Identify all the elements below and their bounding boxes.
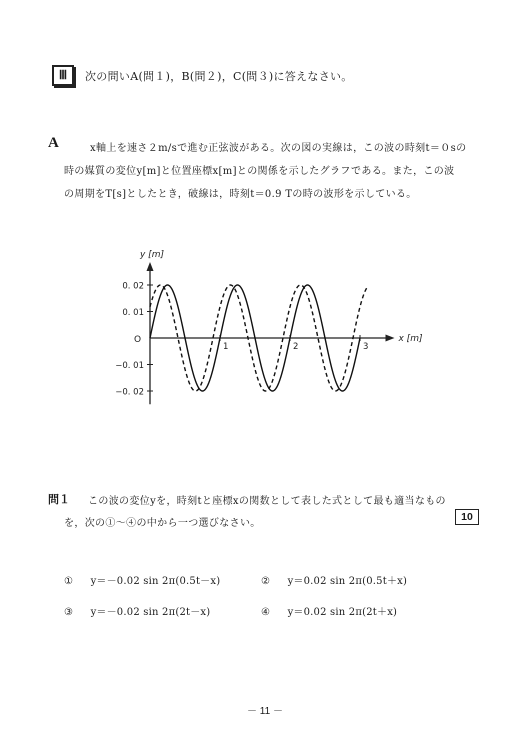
part-a-line-3: の周期をT[s]としたとき，破線は，時刻t＝0.9 Tの時の波形を示している。 <box>64 189 417 200</box>
choice-1-mark: ① <box>64 576 74 587</box>
y-tick-label: −0. 02 <box>115 387 144 398</box>
choice-3[interactable] <box>64 603 210 618</box>
choice-4[interactable] <box>261 603 397 618</box>
origin-label: O <box>134 335 142 345</box>
choice-4-text: y＝0.02 sin 2π(2t＋x) <box>287 607 398 618</box>
choice-2-mark: ② <box>261 576 271 587</box>
x-axis-label: x [m] <box>398 334 423 344</box>
part-a-line-1: x軸上を速さ２m/sで進む正弦波がある。次の図の実線は，この波の時刻t＝０sの <box>90 143 467 154</box>
y-tick-label: 0. 01 <box>122 308 144 318</box>
answer-number-box: 10 <box>455 509 479 525</box>
question-1-line-2: を，次の①〜④の中から一つ選びなさい。 <box>64 518 261 529</box>
choice-1-text: y＝－0.02 sin 2π(0.5t－x) <box>90 576 221 587</box>
part-a-line-2: 時の媒質の変位y[m]と位置座標x[m]との関係を示したグラフである。また，この波 <box>64 166 455 177</box>
y-tick-label: −0. 01 <box>115 361 144 371</box>
page-number: － 11 － <box>247 706 283 717</box>
part-a-label: A <box>48 135 59 151</box>
x-tick-label: 2 <box>293 342 299 352</box>
x-axis-arrow <box>386 335 395 342</box>
x-tick-label: 1 <box>223 342 229 352</box>
section-mark: Ⅲ <box>52 65 74 86</box>
y-tick-label: 0. 02 <box>122 281 144 292</box>
question-1-line-1: この波の変位yを，時刻tと座標xの関数として表した式として最も適当なもの <box>88 496 446 507</box>
y-axis-label: y [m] <box>140 250 164 260</box>
choice-3-text: y＝－0.02 sin 2π(2t－x) <box>90 607 211 618</box>
choice-2[interactable] <box>261 572 407 587</box>
y-axis-arrow <box>147 262 154 271</box>
graph-labels <box>115 250 423 398</box>
question-1-label: 問１ <box>48 494 70 506</box>
section-intro: 次の問いA(問１)，B(問２)，C(問３)に答えなさい。 <box>85 70 353 83</box>
x-tick-label: 3 <box>363 342 369 352</box>
choice-1[interactable] <box>64 572 220 587</box>
choice-4-mark: ④ <box>261 607 271 618</box>
choice-2-text: y＝0.02 sin 2π(0.5t＋x) <box>287 576 408 587</box>
choice-3-mark: ③ <box>64 607 74 618</box>
